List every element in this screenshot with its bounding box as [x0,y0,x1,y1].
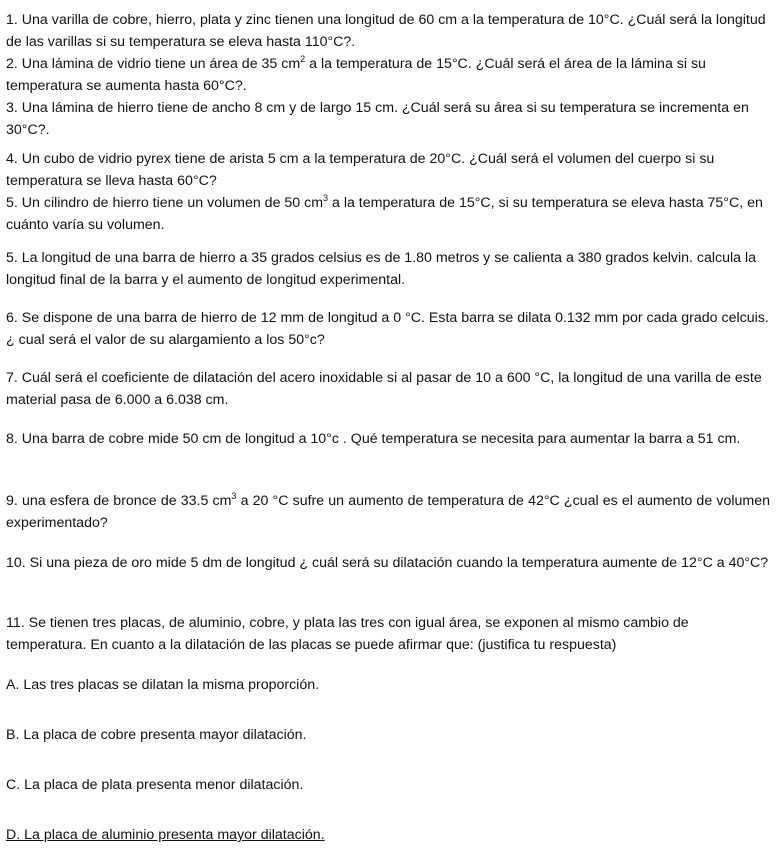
question-8: 8. Una barra de cobre mide 50 cm de longitud a 10°c . Qué temperatura se necesita para aumentar la barra a 51 cm. [6,431,741,447]
option-c: C. La placa de plata presenta menor dilatación. [6,777,304,793]
question-1: 1. Una varilla de cobre, hierro, plata y zinc tienen una longitud de 60 cm a la temperatura de 10°C. ¿Cuál será la longitud de las varillas si su temperatura se eleva hasta 110°C?. [6,12,766,50]
question-9: 9. una esfera de bronce de 33.5 $cm^3$ a 20 °C sufre un aumento de temperatura de 42°C ¿cual es el aumento de volumen experimentado? [6,491,770,531]
question-5b: 5. La longitud de una barra de hierro a 35 grados celsius es de 1.80 metros y se calienta a 380 grados kelvin. calcula la longitud final de la barra y el aumento de longitud experimental. [6,250,757,288]
question-2: 2. Una lámina de vidrio tiene un área de 35 $cm^2$ a la temperatura de 15°C. ¿Cuál será el área de la lámina si su temperatura se aumenta hasta 60°C?. [6,54,706,94]
option-d: D. La placa de aluminio presenta mayor dilatación. [6,827,325,843]
question-6: 6. Se dispone de una barra de hierro de 12 mm de longitud a 0 °C. Esta barra se dilata 0.132 mm por cada grado celcuis. ¿ cual será el valor de su alargamiento a los 50°c? [6,310,769,348]
question-10: 10. Si una pieza de oro mide 5 dm de longitud ¿ cuál será su dilatación cuando la temperatura aumente de 12°C a 40°C? [6,555,769,571]
question-11: 11. Se tienen tres placas, de aluminio, cobre, y plata las tres con igual área, se exponen al mismo cambio de temperatura. En cuanto a la dilatación de las placas se puede afirmar que: (justifica tu respuesta) [6,615,689,653]
option-a: A. Las tres placas se dilatan la misma proporción. [6,677,320,693]
question-5a: 5. Un cilindro de hierro tiene un volumen de 50 $cm^3$ a la temperatura de 15°C, si su temperatura se eleva hasta 75°C, en cuánto varía su volumen. [6,193,763,233]
option-b: B. La placa de cobre presenta mayor dilatación. [6,727,307,743]
question-4: 4. Un cubo de vidrio pyrex tiene de arista 5 cm a la temperatura de 20°C. ¿Cuál será el volumen del cuerpo si su temperatura se lleva hasta 60°C? [6,151,715,189]
question-3: 3. Una lámina de hierro tiene de ancho 8 cm y de largo 15 cm. ¿Cuál será su área si su temperatura se incrementa en 30°C?. [6,100,749,138]
question-7: 7. Cuál será el coeficiente de dilatación del acero inoxidable si al pasar de 10 a 600 °C, la longitud de una varilla de este material pasa de 6.000 a 6.038 cm. [6,370,762,408]
